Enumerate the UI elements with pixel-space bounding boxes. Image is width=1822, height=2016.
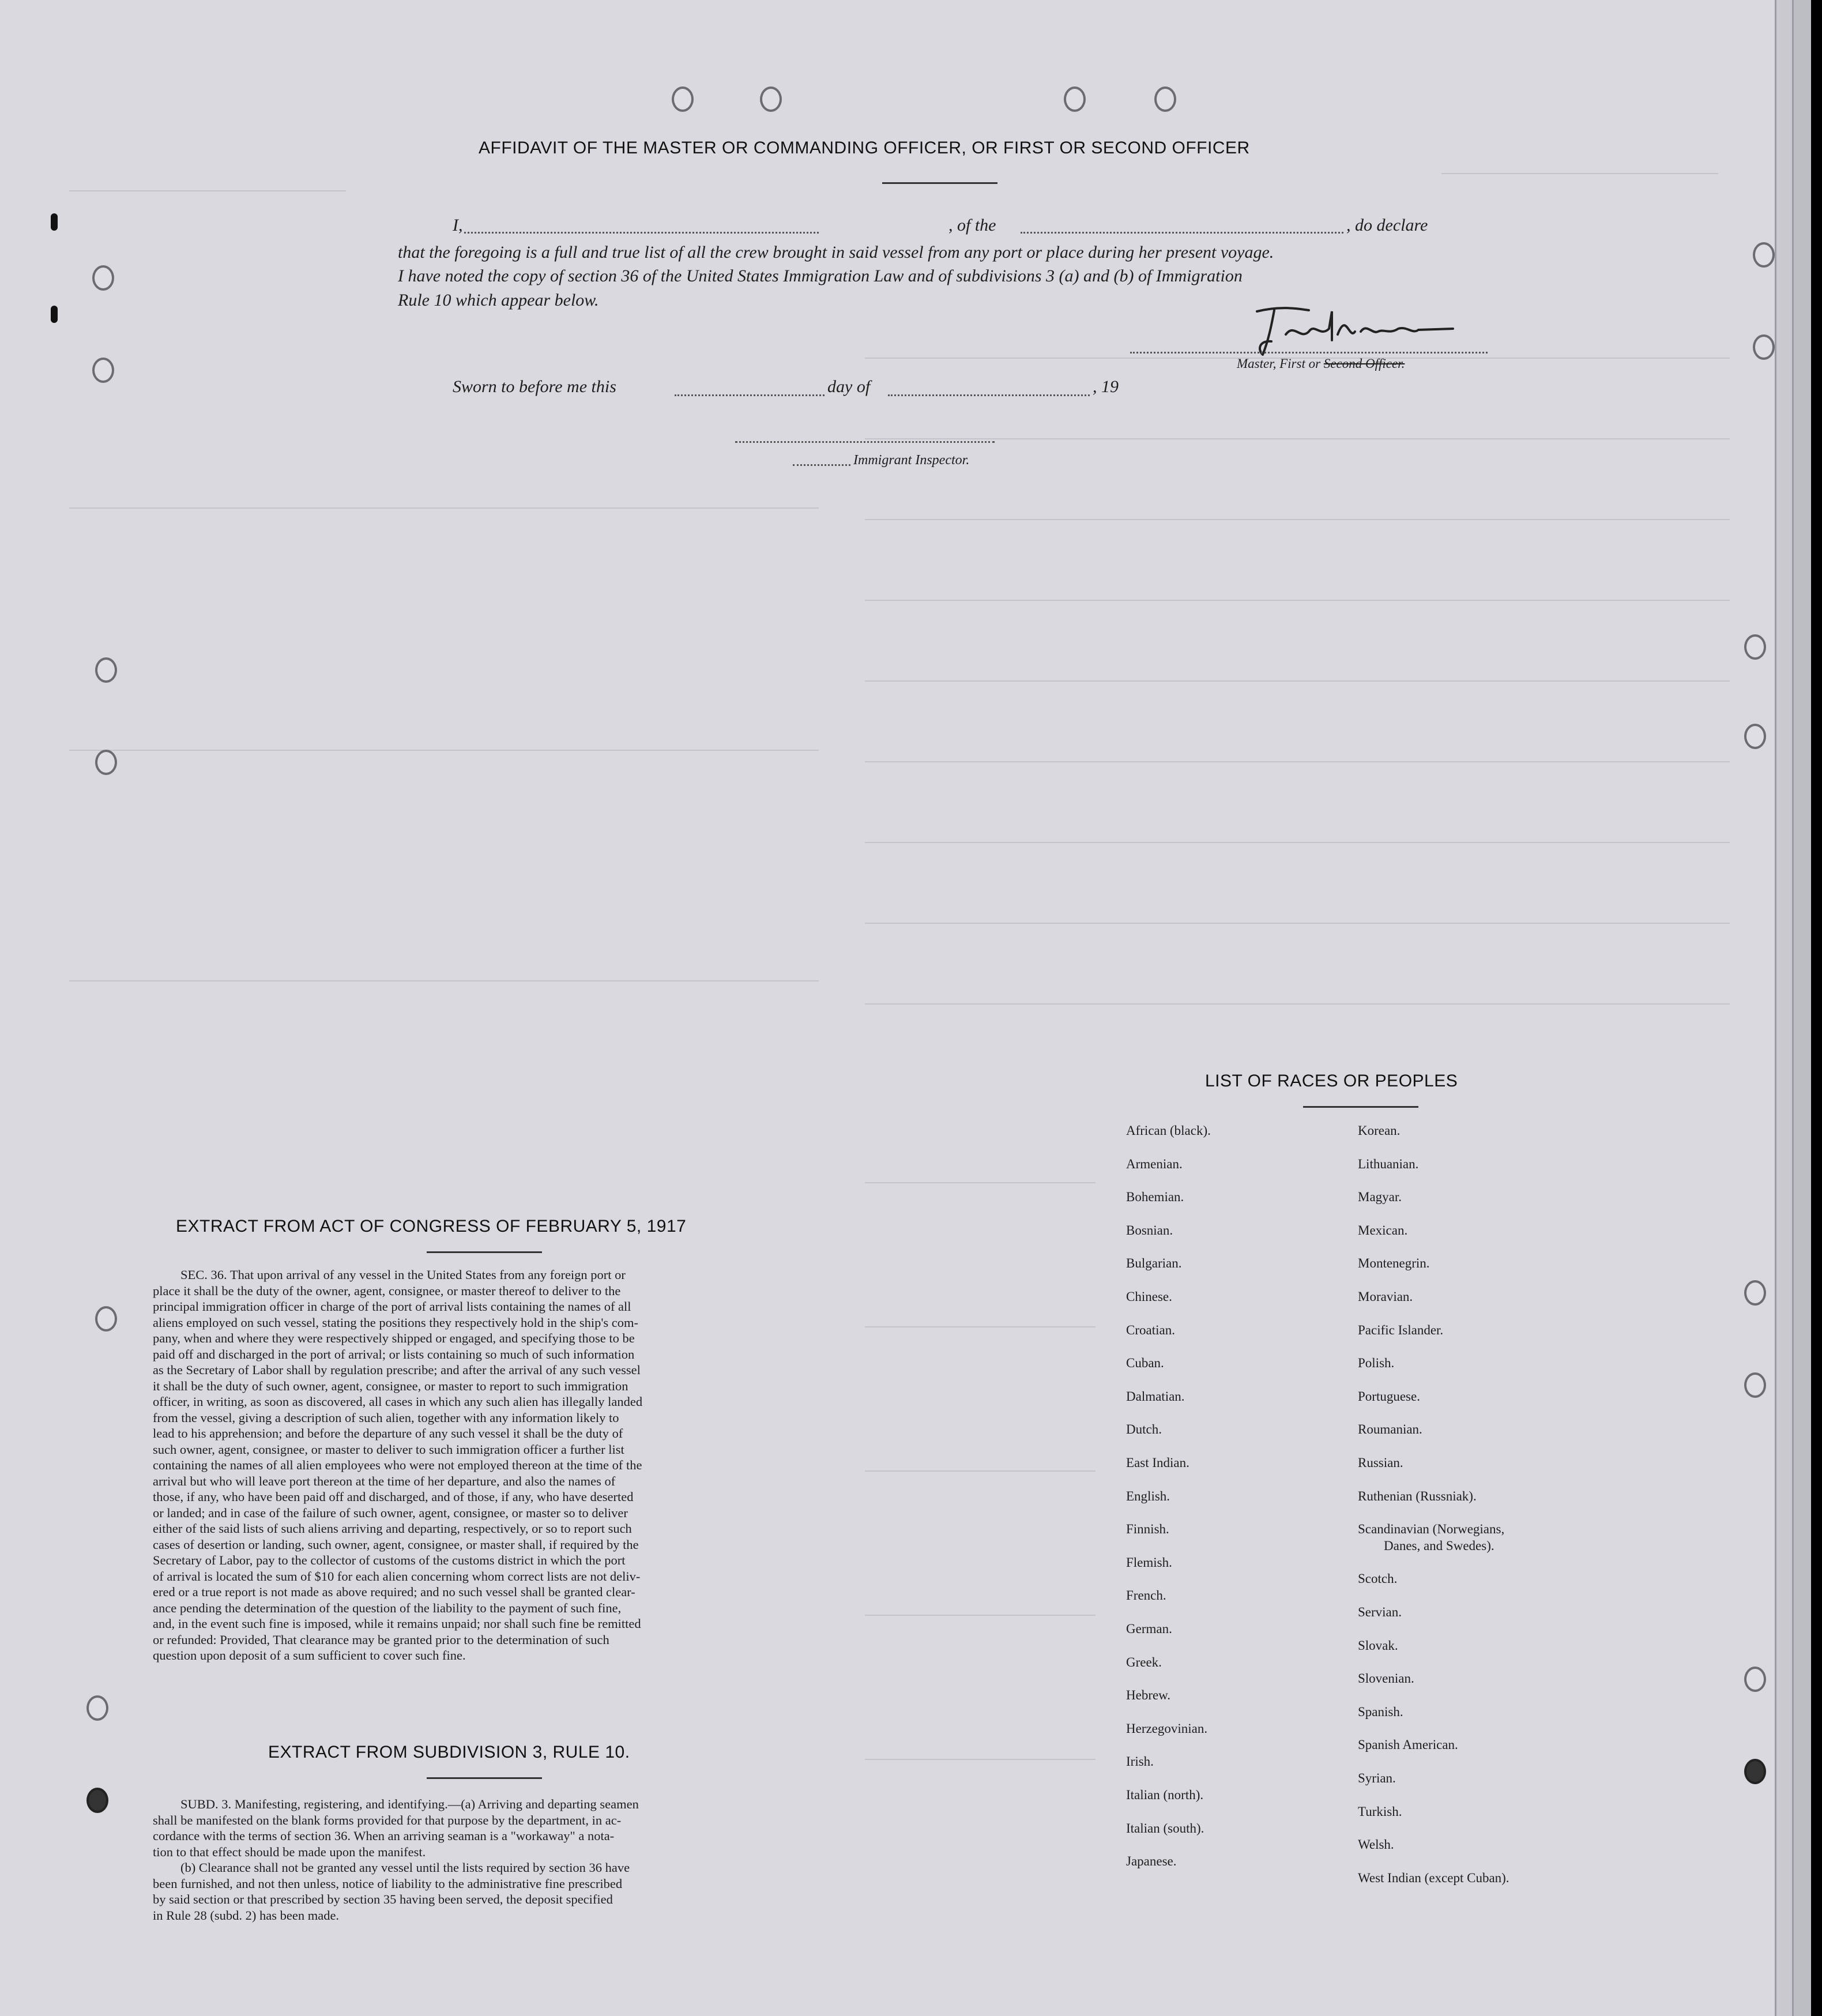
race-entry: Cuban. (1126, 1356, 1164, 1371)
punch-hole (1744, 724, 1766, 749)
race-entry: Croatian. (1126, 1322, 1175, 1337)
text-line: tion to that effect should be made upon the manifest. (153, 1844, 426, 1859)
affidavit-line-2: that the foregoing is a full and true list of all the crew brought in said vessel from any port or place during her present voyage. (398, 243, 1274, 262)
text-line: or refunded: Provided, That clearance may be granted prior to the determination of such (153, 1632, 609, 1647)
punch-hole (86, 1695, 108, 1721)
race-entry: Spanish American. (1358, 1737, 1458, 1752)
text-line: lead to his apprehension; and before the departure of any such vessel it shall be the duty of (153, 1426, 623, 1440)
race-entry: Finnish. (1126, 1522, 1169, 1537)
punch-hole (1064, 86, 1086, 112)
race-entry: African (black). (1126, 1123, 1211, 1138)
race-entry: Welsh. (1358, 1837, 1394, 1852)
text-line: as the Secretary of Labor shall by regulation prescribe; and after the arrival of any such vessel (153, 1363, 641, 1377)
race-entry: Roumanian. (1358, 1422, 1422, 1437)
day-of-label: day of (827, 377, 871, 396)
act-extract-title: EXTRACT FROM ACT OF CONGRESS OF FEBRUARY 5, 1917 (176, 1217, 687, 1236)
text-line: paid off and discharged in the port of arrival; or lists containing so much of such information (153, 1346, 635, 1361)
race-entry: Syrian. (1358, 1771, 1396, 1785)
race-entry: Irish. (1126, 1754, 1154, 1769)
race-entry: Dalmatian. (1126, 1389, 1185, 1404)
race-entry: West Indian (except Cuban). (1358, 1870, 1509, 1885)
master-caption (1237, 356, 1405, 371)
race-entry: Herzegovinian. (1126, 1721, 1208, 1736)
punch-hole (1744, 1667, 1766, 1692)
race-entry: Bulgarian. (1126, 1256, 1182, 1271)
sworn-month-blank (888, 394, 1090, 396)
text-line: question upon deposit of a sum sufficient to cover such fine. (153, 1648, 466, 1663)
text-line: Secretary of Labor, pay to the collector of customs of the customs district in which the port (153, 1553, 626, 1567)
punch-hole (95, 1306, 117, 1332)
punch-hole (1744, 1372, 1766, 1398)
text-line: containing the names of all alien employees who were not employed thereon at the time of the (153, 1458, 642, 1472)
race-entry: East Indian. (1126, 1455, 1189, 1470)
text-line: been furnished, and not then unless, notice of liability to the administrative fine prescribed (153, 1876, 623, 1891)
race-entry: English. (1126, 1488, 1170, 1503)
text-line: place it shall be the duty of the owner, agent, consignee, or master thereof to deliver to the (153, 1283, 621, 1298)
race-entry: Mexican. (1358, 1223, 1408, 1238)
race-entry: Magyar. (1358, 1190, 1402, 1205)
name-blank (464, 232, 819, 234)
race-entry: Montenegrin. (1358, 1256, 1430, 1271)
punch-hole (92, 358, 114, 383)
punch-hole (1744, 1759, 1766, 1784)
punch-hole (1744, 634, 1766, 660)
punch-hole (92, 265, 114, 291)
race-entry: Japanese. (1126, 1854, 1177, 1869)
race-entry: Turkish. (1358, 1804, 1402, 1819)
inspector-signature-blank (735, 441, 995, 443)
punch-hole (1154, 86, 1176, 112)
race-entry: Flemish. (1126, 1555, 1172, 1570)
margin-mark (51, 306, 58, 323)
signature-blank (1130, 352, 1488, 353)
race-entry: Greek. (1126, 1654, 1162, 1669)
text-line: shall be manifested on the blank forms provided for that purpose by the department, in ac- (153, 1812, 622, 1827)
races-title-rule (1303, 1106, 1418, 1108)
text-line: of arrival is located the sum of $10 for each alien concerning whom correct lists are not deliv- (153, 1569, 641, 1584)
race-entry: Russian. (1358, 1455, 1403, 1470)
race-entry: Servian. (1358, 1605, 1402, 1619)
race-entry: Korean. (1358, 1123, 1401, 1138)
punch-hole (760, 86, 782, 112)
races-title: LIST OF RACES OR PEOPLES (1205, 1071, 1458, 1090)
race-entry: Dutch. (1126, 1422, 1162, 1437)
second-officer-struck: Second Officer. (1323, 356, 1405, 371)
text-line: cases of desertion or landing, such owner, agent, consignee, or master shall, if required by the (153, 1537, 639, 1552)
punch-hole (1744, 1280, 1766, 1306)
rule-extract-title: EXTRACT FROM SUBDIVISION 3, RULE 10. (268, 1743, 630, 1762)
race-entry: Chinese. (1126, 1289, 1172, 1304)
text-line: it shall be the duty of such owner, agent, consignee, or master to report to such immigration (153, 1378, 628, 1393)
text-line: those, if any, who have been paid off and discharged, and of those, if any, who have deserted (153, 1490, 634, 1504)
race-entry: Bosnian. (1126, 1223, 1173, 1238)
text-line: officer, in writing, as soon as discovered, all cases in which any such alien has illegally landed (153, 1394, 643, 1409)
text-line: from the vessel, giving a description of such alien, together with any information likely to (153, 1410, 619, 1425)
text-line: such owner, agent, consignee, or master to deliver to such immigration officer a further list (153, 1442, 624, 1457)
affidavit-line-3: I have noted the copy of section 36 of the United States Immigration Law and of subdivisions 3 (a) and (b) of Immigration (398, 266, 1243, 285)
affidavit-of-the: , of the (948, 216, 996, 235)
text-line: arrival but who will leave port thereon at the time of her departure, and also the names of (153, 1473, 616, 1488)
punch-hole (86, 1788, 108, 1813)
punch-hole (672, 86, 694, 112)
text-line: SEC. 36. That upon arrival of any vessel in the United States from any foreign port or (180, 1267, 626, 1282)
sworn-label: Sworn to before me this (453, 377, 616, 396)
punch-hole (1753, 242, 1775, 268)
underlying-sheet-edge (1775, 0, 1794, 2016)
act-extract-body (153, 1267, 816, 1664)
text-line: by said section or that prescribed by section 35 having been served, the deposit specified (153, 1892, 613, 1906)
text-line: and, in the event such fine is imposed, while it remains unpaid; nor shall such fine be remitted (153, 1616, 641, 1631)
text-line: or landed; and in case of the failure of such owner, agent, consignee, or master so to deliver (153, 1505, 628, 1520)
race-entry: Italian (south). (1126, 1821, 1204, 1836)
text-line: pany, when and where they were respectively shipped or engaged, and specifying those to be (153, 1331, 635, 1345)
text-line: (b) Clearance shall not be granted any vessel until the lists required by section 36 have (180, 1860, 630, 1875)
text-line: ance pending the determination of the question of the liability to the payment of such fine, (153, 1600, 622, 1615)
race-entry: Italian (north). (1126, 1788, 1204, 1802)
text-line: principal immigration officer in charge of the port of arrival lists containing the names of all (153, 1299, 631, 1314)
race-entry: Danes, and Swedes). (1384, 1538, 1495, 1553)
title-rule (882, 182, 997, 184)
race-entry: Lithuanian. (1358, 1156, 1419, 1171)
sworn-day-blank (675, 394, 825, 396)
punch-hole (95, 750, 117, 775)
race-entry: Polish. (1358, 1356, 1395, 1371)
text-line: SUBD. 3. Manifesting, registering, and identifying.—(a) Arriving and departing seamen (180, 1797, 639, 1811)
race-entry: Scotch. (1358, 1571, 1398, 1586)
punch-hole (1753, 334, 1775, 360)
race-entry: German. (1126, 1622, 1172, 1636)
race-entry: Bohemian. (1126, 1190, 1184, 1205)
text-line: ered or a true report is not made as above required; and no such vessel shall be granted clear- (153, 1585, 635, 1599)
affidavit-line-4: Rule 10 which appear below. (398, 291, 599, 310)
text-line: cordance with the terms of section 36. When an arriving seaman is a "workaway" a nota- (153, 1829, 615, 1843)
underlying-sheet-edge (1792, 0, 1811, 2016)
margin-mark (51, 213, 58, 231)
affidavit-i: I, (453, 216, 463, 235)
race-entry: Spanish. (1358, 1704, 1403, 1719)
race-entry: Armenian. (1126, 1156, 1183, 1171)
race-entry: Slovak. (1358, 1638, 1398, 1653)
inspector-label: Immigrant Inspector. (853, 453, 970, 468)
act-title-rule (427, 1251, 542, 1253)
text-line: aliens employed on such vessel, stating the positions they respectively hold in the ship's com- (153, 1315, 639, 1330)
text-line: either of the said lists of such aliens arriving and departing, respectively, or so to report such (153, 1521, 632, 1536)
race-entry: Pacific Islander. (1358, 1322, 1444, 1337)
rule-title-rule (427, 1777, 542, 1779)
vessel-blank (1021, 232, 1343, 234)
punch-hole (95, 657, 117, 683)
race-entry: Slovenian. (1358, 1671, 1414, 1686)
race-entry: Hebrew. (1126, 1688, 1171, 1703)
affidavit-declare: , do declare (1346, 216, 1428, 235)
race-entry: Scandinavian (Norwegians, (1358, 1522, 1505, 1537)
race-entry: French. (1126, 1588, 1166, 1603)
text-line: in Rule 28 (subd. 2) has been made. (153, 1908, 340, 1923)
race-entry: Moravian. (1358, 1289, 1413, 1304)
master-label: Master, First or (1237, 356, 1321, 371)
inspector-lead-blank (793, 464, 850, 466)
affidavit-title: AFFIDAVIT OF THE MASTER OR COMMANDING OFFICER, OR FIRST OR SECOND OFFICER (479, 138, 1250, 157)
affidavit-declaration-line (453, 213, 1488, 238)
rule-extract-body (153, 1796, 816, 1923)
race-entry: Ruthenian (Russniak). (1358, 1488, 1477, 1503)
master-signature (1245, 300, 1465, 363)
race-entry: Portuguese. (1358, 1389, 1420, 1404)
year-label: , 19 (1093, 377, 1119, 396)
